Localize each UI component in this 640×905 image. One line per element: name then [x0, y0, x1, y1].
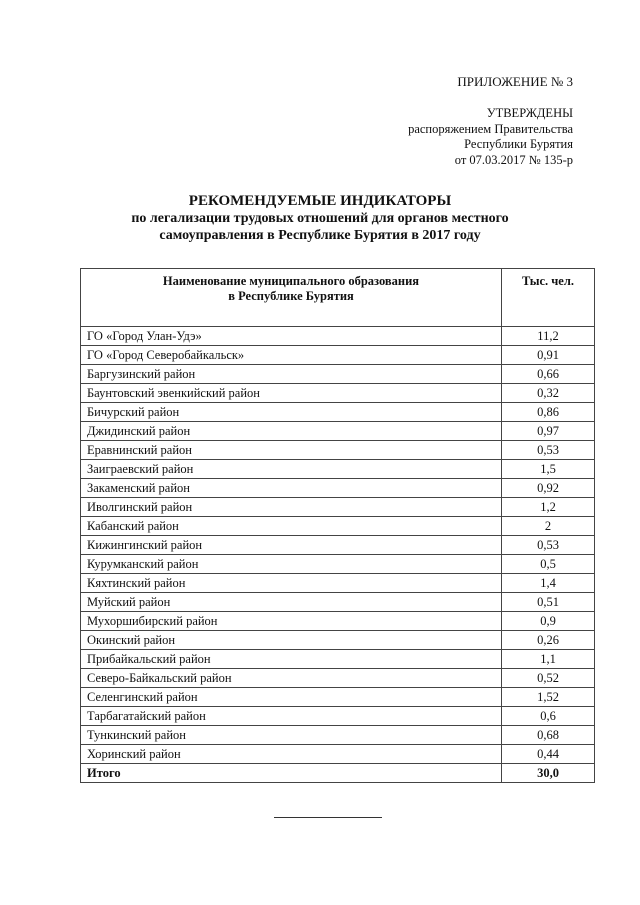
table-row — [81, 745, 595, 764]
indicator-value: 0,97 — [502, 422, 595, 441]
indicator-value: 1,4 — [502, 574, 595, 593]
indicator-value: 0,92 — [502, 479, 595, 498]
municipality-name: Иволгинский район — [81, 498, 502, 517]
municipality-name: Северо-Байкальский район — [81, 669, 502, 688]
municipality-name: Кабанский район — [81, 517, 502, 536]
indicator-value: 0,44 — [502, 745, 595, 764]
municipality-name: Хоринский район — [81, 745, 502, 764]
table-row — [81, 384, 595, 403]
indicators-table — [80, 268, 595, 783]
indicator-value: 0,51 — [502, 593, 595, 612]
table-row — [81, 555, 595, 574]
indicator-value: 0,6 — [502, 707, 595, 726]
municipality-name: Кижингинский район — [81, 536, 502, 555]
column-header-name — [81, 269, 502, 327]
table-row — [81, 365, 595, 384]
municipality-name: Закаменский район — [81, 479, 502, 498]
indicator-value: 0,26 — [502, 631, 595, 650]
table-row — [81, 346, 595, 365]
indicator-value: 0,52 — [502, 669, 595, 688]
table-row — [81, 650, 595, 669]
municipality-name: Окинский район — [81, 631, 502, 650]
table-row — [81, 726, 595, 745]
table-row — [81, 479, 595, 498]
column-header-line: в Республике Бурятия — [228, 289, 354, 303]
document-title — [0, 192, 640, 244]
table-row — [81, 422, 595, 441]
municipality-name: Прибайкальский район — [81, 650, 502, 669]
title-subline: самоуправления в Республике Бурятия в 2017 году — [159, 228, 481, 243]
municipality-name: ГО «Город Северобайкальск» — [81, 346, 502, 365]
table-header-row — [81, 269, 595, 327]
column-header-value: Тыс. чел. — [502, 269, 595, 327]
approval-line: УТВЕРЖДЕНЫ — [486, 106, 573, 120]
indicator-value: 0,32 — [502, 384, 595, 403]
table-row — [81, 441, 595, 460]
municipality-name: Мухоршибирский район — [81, 612, 502, 631]
table-row — [81, 327, 595, 346]
table-row — [81, 536, 595, 555]
indicator-value: 0,66 — [502, 365, 595, 384]
total-label: Итого — [81, 764, 502, 783]
title-main: РЕКОМЕНДУЕМЫЕ ИНДИКАТОРЫ — [188, 193, 452, 209]
indicator-value: 0,86 — [502, 403, 595, 422]
appendix-label: ПРИЛОЖЕНИЕ № 3 — [457, 74, 573, 89]
indicator-value: 1,52 — [502, 688, 595, 707]
total-value: 30,0 — [502, 764, 595, 783]
municipality-name: Заиграевский район — [81, 460, 502, 479]
table-row — [81, 612, 595, 631]
table-row — [81, 593, 595, 612]
indicator-value: 0,68 — [502, 726, 595, 745]
indicator-value: 1,5 — [502, 460, 595, 479]
indicator-value: 1,2 — [502, 498, 595, 517]
indicator-value: 0,9 — [502, 612, 595, 631]
municipality-name: Баунтовский эвенкийский район — [81, 384, 502, 403]
table-row — [81, 460, 595, 479]
municipality-name: Курумканский район — [81, 555, 502, 574]
table-row — [81, 574, 595, 593]
municipality-name: Селенгинский район — [81, 688, 502, 707]
table-body — [81, 327, 595, 783]
municipality-name: Тарбагатайский район — [81, 707, 502, 726]
municipality-name: Тункинский район — [81, 726, 502, 745]
column-header-line: Наименование муниципального образования — [162, 274, 420, 288]
table-row — [81, 631, 595, 650]
table-row — [81, 498, 595, 517]
table-row — [81, 669, 595, 688]
table-row — [81, 517, 595, 536]
municipality-name: Муйский район — [81, 593, 502, 612]
approval-line: Республики Бурятия — [464, 137, 573, 151]
table-total-row — [81, 764, 595, 783]
municipality-name: Кяхтинский район — [81, 574, 502, 593]
municipality-name: Еравнинский район — [81, 441, 502, 460]
approval-block — [408, 106, 573, 168]
indicator-value: 1,1 — [502, 650, 595, 669]
title-subline: по легализации трудовых отношений для органов местного — [131, 211, 509, 226]
indicator-value: 0,5 — [502, 555, 595, 574]
indicator-value: 2 — [502, 517, 595, 536]
municipality-name: Баргузинский район — [81, 365, 502, 384]
end-divider — [274, 817, 382, 818]
indicator-value: 11,2 — [502, 327, 595, 346]
municipality-name: ГО «Город Улан-Удэ» — [81, 327, 502, 346]
table-row — [81, 707, 595, 726]
municipality-name: Джидинский район — [81, 422, 502, 441]
approval-line: распоряжением Правительства — [408, 121, 573, 136]
indicator-value: 0,53 — [502, 441, 595, 460]
indicator-value: 0,91 — [502, 346, 595, 365]
table-row — [81, 403, 595, 422]
municipality-name: Бичурский район — [81, 403, 502, 422]
indicator-value: 0,53 — [502, 536, 595, 555]
table-row — [81, 688, 595, 707]
approval-line: от 07.03.2017 № 135-р — [454, 152, 573, 167]
